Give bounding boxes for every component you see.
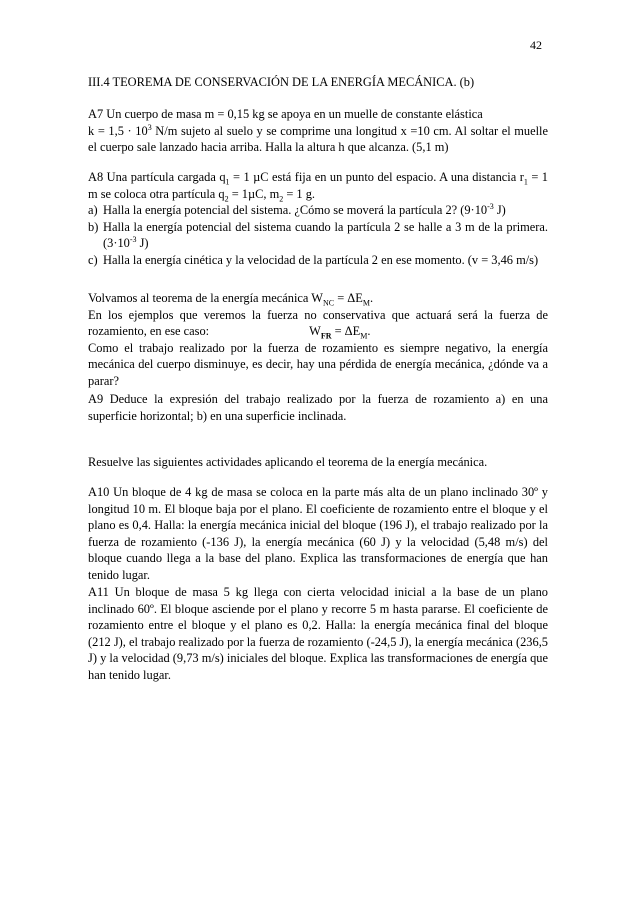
a8-item-b: b) Halla la energía potencial del sistema cuando la partícula 2 se halle a 3 m de la primera. ($3\cdot 10^{-3}$ J) bbox=[88, 219, 548, 251]
a8-item-a: a) Halla la energía potencial del sistema. ¿Cómo se moverá la partícula 2? ($9\cdot 10^{-3}$ J) bbox=[88, 202, 506, 218]
a7-line1: A7 Un cuerpo de masa m = 0,15 kg se apoya en un muelle de constante elástica bbox=[88, 107, 483, 121]
instruction: Resuelve las siguientes actividades aplicando el teorema de la energía mecánica. bbox=[88, 455, 488, 469]
a7-body: $k = 1,5 \cdot 10^3$ N/m sujeto al suelo y se comprime una longitud x =10 cm. Al soltar el muelle el cuerpo sale lanzado hacia arriba. Halla la altura h que alcanza. (5,1 m) bbox=[88, 122, 548, 155]
activity-a11: A11 Un bloque de masa 5 kg llega con cierta velocidad inicial a la base de un plano inclinado 60º. El bloque asciende por el plano y recorre 5 m hasta pararse. El coeficiente de rozamiento entre el bloque y el plano es 0,2. Halla: la energía mecánica final del bloque (212 J), el trabajo realizado por la fuerza de rozamiento (-24,5 J), la energía mecánica (236,5 J) y la velocidad (9,73 m/s) iniciales del bloque. Explica las transformaciones de energía que han tenido lugar. bbox=[88, 585, 548, 682]
activity-a9: A9 Deduce la expresión del trabajo realizado por la fuerza de rozamiento a) en una superficie horizontal; b) en una superficie inclinada. bbox=[88, 392, 548, 423]
theorem-paragraph bbox=[88, 290, 548, 390]
activity-a10: A10 Un bloque de 4 kg de masa se coloca en la parte más alta de un plano inclinado 30º y longitud 10 m. El bloque baja por el plano. El coeficiente de rozamiento entre el bloque y el plano es 0,4. Halla: la energía mecánica inicial del bloque (196 J), el trabajo realizado por la fuerza de rozamiento (-136 J), la energía mecánica (60 J) y la velocidad (5,48 m/s) del bloque cuando llega a la base del plano. Explica las transformaciones de energía que han tenido lugar. bbox=[88, 485, 548, 582]
page-number: 42 bbox=[530, 38, 542, 52]
theorem-line3: Como el trabajo realizado por la fuerza de rozamiento es siempre negativo, la energía mecánica del cuerpo disminuye, es decir, hay una pérdida de energía mecánica, ¿dónde va a parar? bbox=[88, 340, 548, 388]
a8-intro: A8 Una partícula cargada $q_1 = 1$ µC está fija en un punto del espacio. A una distancia $r_1 = 1$ m se coloca otra partícula $q_2 = 1\mu C$, $m_2 = 1$ g. bbox=[88, 170, 548, 204]
section-heading: III.4 TEOREMA DE CONSERVACIÓN DE LA ENERGÍA MECÁNICA. (b) bbox=[88, 75, 475, 89]
theorem-line1: Volvamos al teorema de la energía mecánica $W_{NC} = \Delta E_M$. bbox=[88, 291, 374, 308]
activity-a7 bbox=[88, 106, 548, 156]
a8-item-c: c) Halla la energía cinética y la velocidad de la partícula 2 en ese momento. (v = 3,46 m/s) bbox=[88, 252, 539, 267]
theorem-line2: En los ejemplos que veremos la fuerza no conservativa que actuará será la fuerza de rozamiento, en ese caso: $W_{FR} = \Delta E_M$. bbox=[88, 307, 548, 341]
activity-a8 bbox=[88, 169, 548, 269]
